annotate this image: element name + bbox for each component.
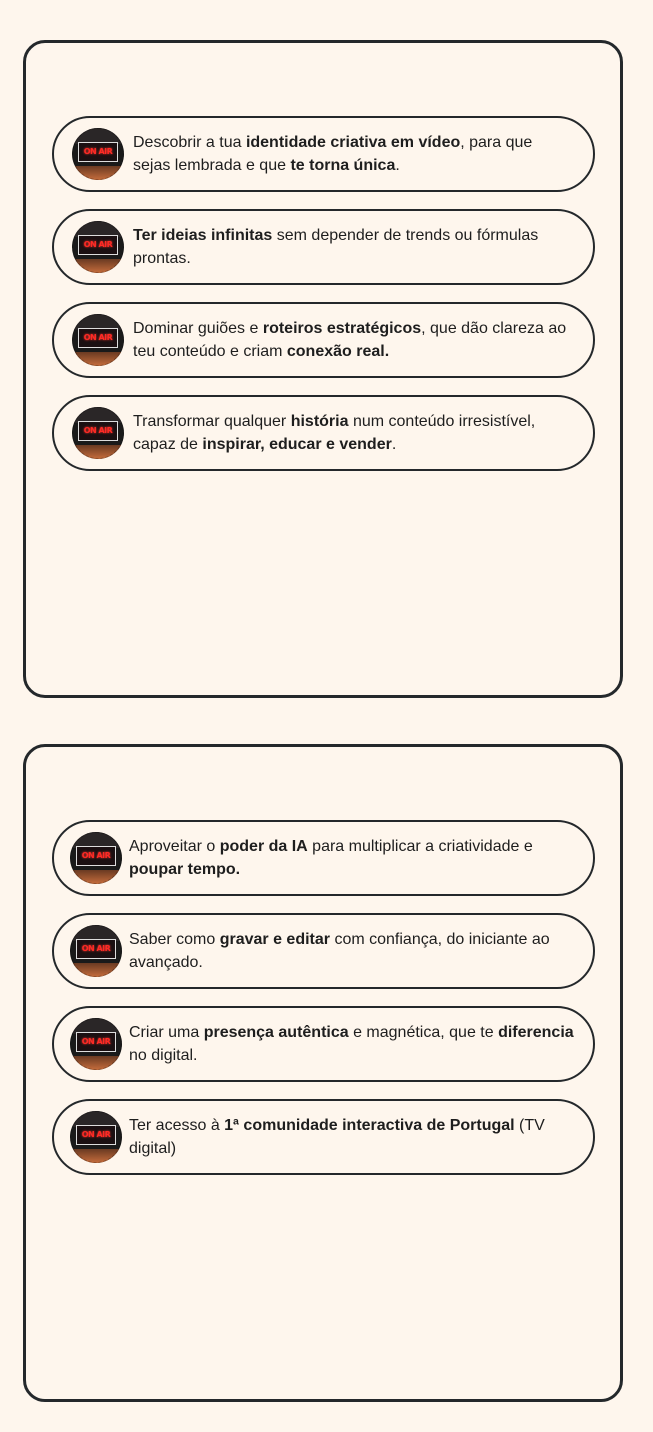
benefit-text-regular: Aproveitar o: [129, 838, 220, 855]
benefit-text-regular: com confiança, do iniciante ao avançado.: [129, 931, 550, 971]
benefit-text-bold: te torna única: [290, 157, 396, 174]
benefit-item: [52, 1006, 595, 1082]
benefits-list: [52, 116, 595, 488]
benefit-text-bold: poder da IA: [219, 838, 308, 855]
benefit-text: [133, 410, 593, 456]
benefit-text-bold: gravar e editar: [219, 931, 330, 948]
on-air-label: ON AIR: [83, 333, 113, 342]
benefit-item: [52, 209, 595, 285]
benefit-text-bold: diferencia: [498, 1024, 574, 1041]
benefit-text-regular: .: [391, 436, 397, 453]
benefit-text-regular: Descobrir a tua: [133, 134, 246, 151]
on-air-sign-icon: [70, 832, 122, 884]
benefit-item: [52, 820, 595, 896]
on-air-sign-icon: [70, 1111, 122, 1163]
on-air-label: ON AIR: [81, 1037, 111, 1046]
benefit-text-regular: para multiplicar a criatividade e: [307, 838, 533, 855]
benefit-text-bold: Ter ideias infinitas: [133, 227, 273, 244]
benefit-text: [129, 835, 593, 881]
benefit-text-regular: , que dão clareza ao teu conteúdo e criam: [133, 320, 567, 360]
benefit-text-regular: , para que sejas lembrada e que: [133, 134, 533, 174]
on-air-label: ON AIR: [81, 1130, 111, 1139]
benefit-item: [52, 302, 595, 378]
benefit-text-regular: no digital.: [129, 1047, 198, 1064]
on-air-sign-icon: [72, 221, 124, 273]
benefit-item: [52, 913, 595, 989]
benefit-text-bold: roteiros estratégicos: [262, 320, 422, 337]
on-air-sign-icon: [70, 1018, 122, 1070]
benefit-item: [52, 116, 595, 192]
on-air-label: ON AIR: [81, 851, 111, 860]
benefits-card-2: [23, 744, 623, 1402]
benefit-item: [52, 395, 595, 471]
benefit-text-bold: poupar tempo.: [129, 861, 241, 878]
benefits-card-1: [23, 40, 623, 698]
benefit-text-regular: Transformar qualquer: [133, 413, 291, 430]
benefit-text-bold: presença autêntica: [203, 1024, 349, 1041]
benefit-text-regular: .: [395, 157, 400, 174]
benefit-text: [133, 131, 593, 177]
benefit-text-regular: Saber como: [129, 931, 220, 948]
benefit-item: [52, 1099, 595, 1175]
benefit-text-regular: Dominar guiões e: [133, 320, 263, 337]
on-air-label: ON AIR: [83, 240, 113, 249]
benefit-text: [129, 1021, 593, 1067]
benefit-text-bold: identidade criativa em vídeo: [245, 134, 461, 151]
on-air-label: ON AIR: [83, 426, 113, 435]
on-air-sign-icon: [72, 128, 124, 180]
benefits-list: [52, 820, 595, 1192]
benefit-text-regular: sem depender de trends ou fórmulas prontas.: [133, 227, 539, 267]
benefit-text-bold: 1ª comunidade interactiva de Portugal: [224, 1117, 515, 1134]
benefit-text-bold: inspirar, educar e vender: [202, 436, 392, 453]
benefit-text-bold: história: [290, 413, 349, 430]
on-air-label: ON AIR: [83, 147, 113, 156]
on-air-sign-icon: [70, 925, 122, 977]
benefit-text-bold: conexão real.: [286, 343, 390, 360]
benefit-text-regular: num conteúdo irresistível, capaz de: [133, 413, 536, 453]
benefit-text-regular: e magnética, que te: [348, 1024, 499, 1041]
benefit-text: [129, 1114, 593, 1160]
on-air-sign-icon: [72, 407, 124, 459]
benefit-text: [129, 928, 593, 974]
on-air-sign-icon: [72, 314, 124, 366]
benefit-text-regular: Criar uma: [129, 1024, 204, 1041]
benefit-text: [133, 317, 593, 363]
benefit-text-regular: Ter acesso à: [129, 1117, 225, 1134]
benefit-text: [133, 224, 593, 270]
benefit-text-regular: (TV digital): [129, 1117, 545, 1157]
on-air-label: ON AIR: [81, 944, 111, 953]
